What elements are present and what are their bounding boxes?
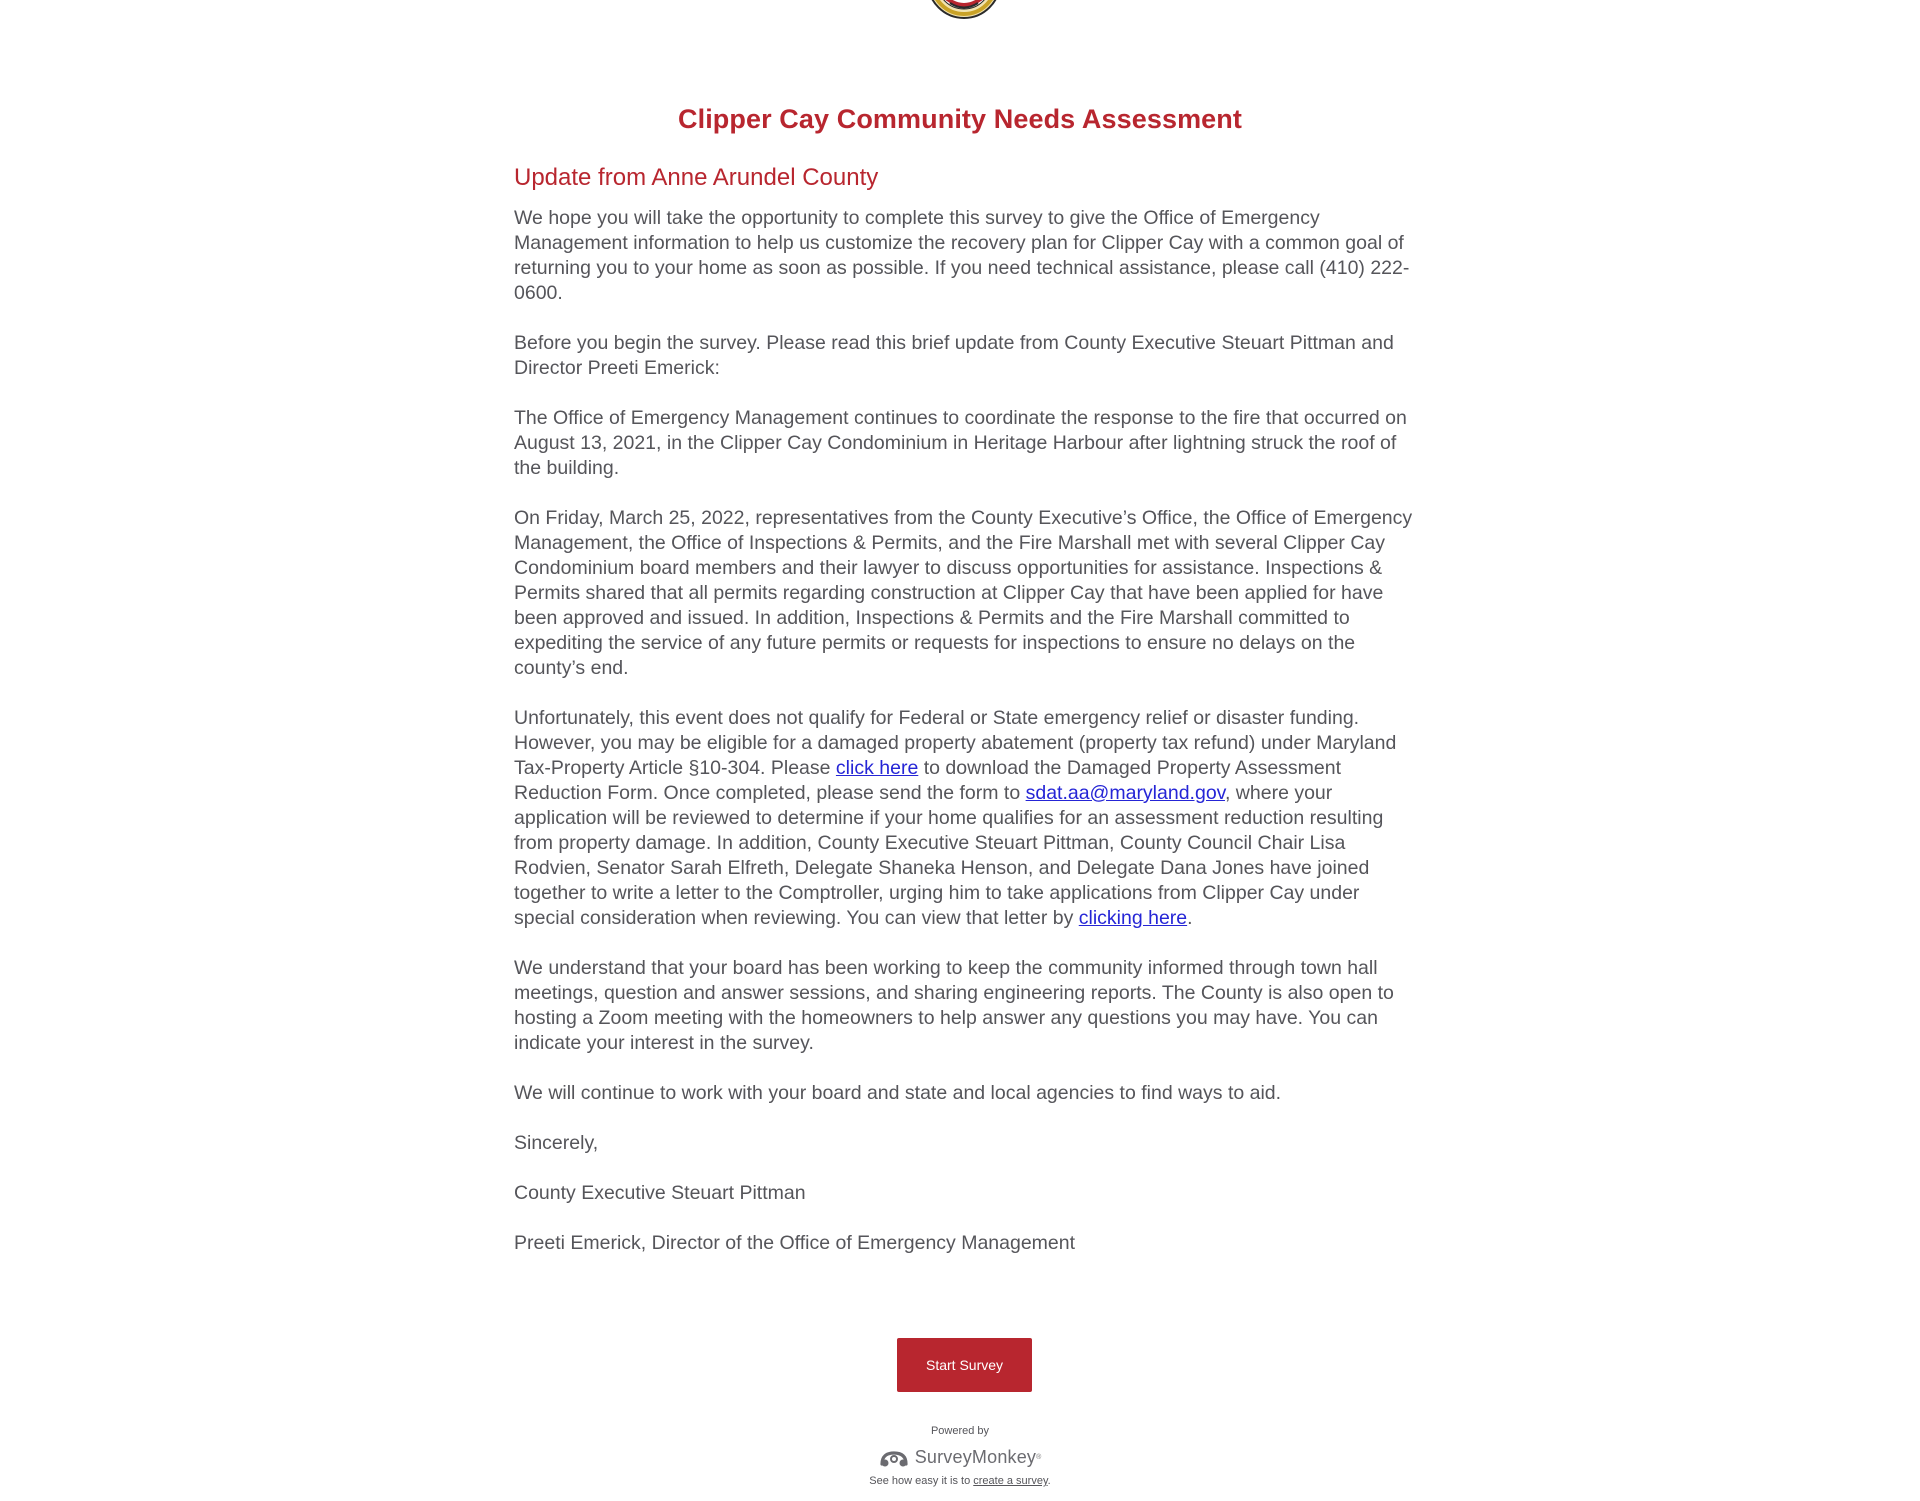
intro-paragraph-5 [514, 706, 1414, 931]
intro-paragraph-7: We will continue to work with your board and state and local agencies to find ways to aid. [514, 1082, 1282, 1104]
powered-by-label: Powered by [930, 1425, 990, 1437]
intro-paragraph-2: Before you begin the survey. Please read this brief update from County Executive Steuart Pittman and Director Preeti Emerick: [514, 332, 1394, 379]
surveymonkey-logo-icon [879, 1447, 909, 1467]
intro-paragraph-1: We hope you will take the opportunity to complete this survey to give the Office of Emergency Management information to help us customize the recovery plan for Clipper Cay with a common goal of returning you to your home as soon as possible. If you need technical assistance, please call (410) 222-0600. [514, 207, 1410, 304]
paragraph-5-text-a: Unfortunately, this event does not qualify for Federal or State emergency relief or disaster funding. However, you may be eligible for a damaged property abatement (property tax refund) under Maryland Tax-Property Article §10-304. Please [514, 707, 1397, 779]
assessment-form-link[interactable]: click here [835, 757, 919, 779]
county-seal-icon [924, 0, 1004, 22]
intro-paragraph-6: We understand that your board has been working to keep the community informed through town hall meetings, question and answer sessions, and sharing engineering reports. The County is also open to hosting a Zoom meeting with the homeowners to help answer any questions you may have. You can indicate your interest in the survey. [514, 957, 1394, 1054]
page-heading: Update from Anne Arundel County [514, 164, 879, 191]
signature-pittman: County Executive Steuart Pittman [514, 1182, 806, 1204]
create-survey-note [0, 1475, 1920, 1487]
intro-paragraph-3: The Office of Emergency Management continues to coordinate the response to the fire that occurred on August 13, 2021, in the Clipper Cay Condominium in Heritage Harbour after lightning struck the roof of the building. [514, 407, 1407, 479]
signature-emerick: Preeti Emerick, Director of the Office of Emergency Management [514, 1232, 1076, 1254]
county-seal-logo [924, 0, 1004, 22]
sdat-email-link[interactable]: sdat.aa@maryland.gov [1025, 782, 1225, 804]
create-survey-link[interactable]: create a survey [973, 1475, 1048, 1487]
create-survey-prefix: See how easy it is to [869, 1475, 974, 1487]
paragraph-5-text-d: . [1187, 907, 1193, 929]
intro-paragraph-4: On Friday, March 25, 2022, representatives from the County Executive’s Office, the Office of Emergency Management, the Office of Inspections & Permits, and the Fire Marshall met with several Clipper Cay Condominium board members and their lawyer to discuss opportunities for assistance. Inspections & Permits shared that all permits regarding construction at Clipper Cay that have been applied for have been approved and issued. In addition, Inspections & Permits and the Fire Marshall committed to expediting the service of any future permits or requests for inspections to ensure no delays on the county’s end. [514, 507, 1413, 679]
create-survey-suffix: . [1047, 1475, 1051, 1487]
comptroller-letter-link[interactable]: clicking here [1078, 907, 1188, 929]
trademark-mark: ® [1036, 1453, 1042, 1461]
survey-intro-content [514, 160, 1414, 1281]
paragraph-5-text-b: to download the Damaged Property Assessment Reduction Form. Once completed, please send the form to [514, 757, 1342, 804]
powered-by-footer [0, 1424, 1920, 1487]
surveymonkey-brand-name: SurveyMonkey [914, 1446, 1037, 1467]
closing-salutation: Sincerely, [514, 1132, 599, 1154]
surveymonkey-brand-link[interactable] [0, 1444, 1920, 1470]
start-survey-button[interactable]: Start Survey [897, 1338, 1032, 1392]
paragraph-5-text-c: , where your application will be reviewed to determine if your home qualifies for an assessment reduction resulting from property damage. In addition, County Executive Steuart Pittman, County Council Chair Lisa Rodvien, Senator Sarah Elfreth, Delegate Shaneka Henson, and Delegate Dana Jones have joined together to write a letter to the Comptroller, urging him to take applications from Clipper Cay under special consideration when reviewing. You can view that letter by [514, 782, 1384, 929]
survey-title: Clipper Cay Community Needs Assessment [678, 104, 1242, 134]
